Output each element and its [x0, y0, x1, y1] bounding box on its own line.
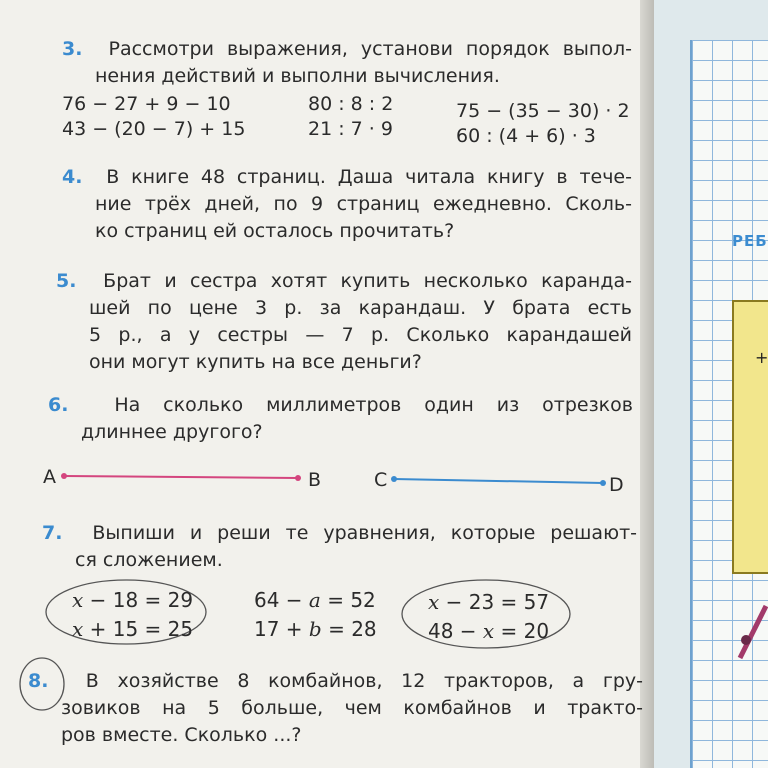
point-label-b: B: [308, 469, 322, 491]
task-number: 8.: [28, 670, 49, 692]
expression: 76 − 27 + 9 − 10: [62, 93, 231, 115]
expression: 80 : 8 : 2: [308, 93, 394, 115]
task-number: 4.: [62, 166, 83, 188]
point-c: [391, 476, 397, 482]
equation: [428, 619, 549, 643]
task-text-line: 5 р., а у сестры — 7 р. Сколько карандашей: [89, 324, 632, 346]
task-text-line: ние трёх дней, по 9 страниц ежедневно. Сколь-: [95, 193, 632, 215]
task-text-line: В книге 48 страниц. Даша читала книгу в тече-: [106, 166, 632, 188]
task-text-line: На сколько миллиметров один из отрезков: [114, 394, 633, 416]
task-text-line: зовиков на 5 больше, чем комбайнов и тракто-: [61, 697, 643, 719]
equation-part: − 23 = 57: [439, 590, 550, 614]
equation-part: x: [428, 590, 440, 614]
expression: 75 − (35 − 30) · 2: [456, 100, 630, 122]
point-label-a: A: [43, 466, 56, 488]
task-text-line: Рассмотри выражения, установи порядок выпол-: [108, 38, 632, 60]
segment-ab: [64, 476, 298, 478]
expression: 21 : 7 · 9: [308, 118, 393, 140]
equation: [254, 588, 376, 612]
equation-part: 17 +: [254, 617, 309, 641]
task-7: [42, 520, 637, 574]
expression: 43 − (20 − 7) + 15: [62, 118, 246, 140]
equation-part: − 18 = 29: [83, 588, 194, 612]
equation-part: + 15 = 25: [83, 617, 194, 641]
equation: [72, 588, 193, 612]
point-b: [295, 475, 301, 481]
task-number: 3.: [62, 38, 83, 60]
equation-part: = 28: [321, 617, 377, 641]
equation-part: 48 −: [428, 619, 483, 643]
equation-part: x: [72, 617, 84, 641]
point-label-c: C: [374, 469, 388, 491]
task-8: [28, 668, 643, 749]
task-text-line: ров вместе. Сколько ...?: [61, 724, 302, 746]
task-text-line: Выпиши и реши те уравнения, которые решают-: [92, 522, 637, 544]
task-number: 7.: [42, 522, 63, 544]
point-label-d: D: [609, 474, 624, 496]
equation-part: b: [308, 617, 322, 641]
equation-part: a: [308, 588, 321, 612]
point-a: [61, 473, 67, 479]
task-text-line: ко страниц ей осталось прочитать?: [95, 220, 455, 242]
equation: [428, 590, 549, 614]
facing-page-heading: РЕБ: [732, 232, 768, 250]
task-text-line: В хозяйстве 8 комбайнов, 12 тракторов, а гру-: [85, 670, 643, 692]
plus-symbol: +: [755, 348, 768, 367]
equation-part: x: [482, 619, 495, 643]
equation-part: 64 −: [254, 588, 309, 612]
task-text-line: Брат и сестра хотят купить несколько каранда-: [103, 270, 632, 292]
equation-part: = 20: [494, 619, 550, 643]
task-text-line: длиннее другого?: [81, 421, 263, 443]
equation: [72, 617, 193, 641]
equation: [254, 617, 377, 641]
task-number: 6.: [48, 394, 69, 416]
task-text-line: ся сложением.: [75, 549, 223, 571]
task-text-line: шей по цене 3 р. за карандаш. У брата есть: [89, 297, 632, 319]
point-d: [600, 480, 606, 486]
equation-part: = 52: [320, 588, 376, 612]
expression: 60 : (4 + 6) · 3: [456, 125, 596, 147]
equation-part: x: [72, 588, 84, 612]
task-number: 5.: [56, 270, 77, 292]
task-text-line: они могут купить на все деньги?: [89, 351, 422, 373]
task-text-line: нения действий и выполни вычисления.: [95, 65, 500, 87]
segment-cd: [394, 479, 603, 483]
